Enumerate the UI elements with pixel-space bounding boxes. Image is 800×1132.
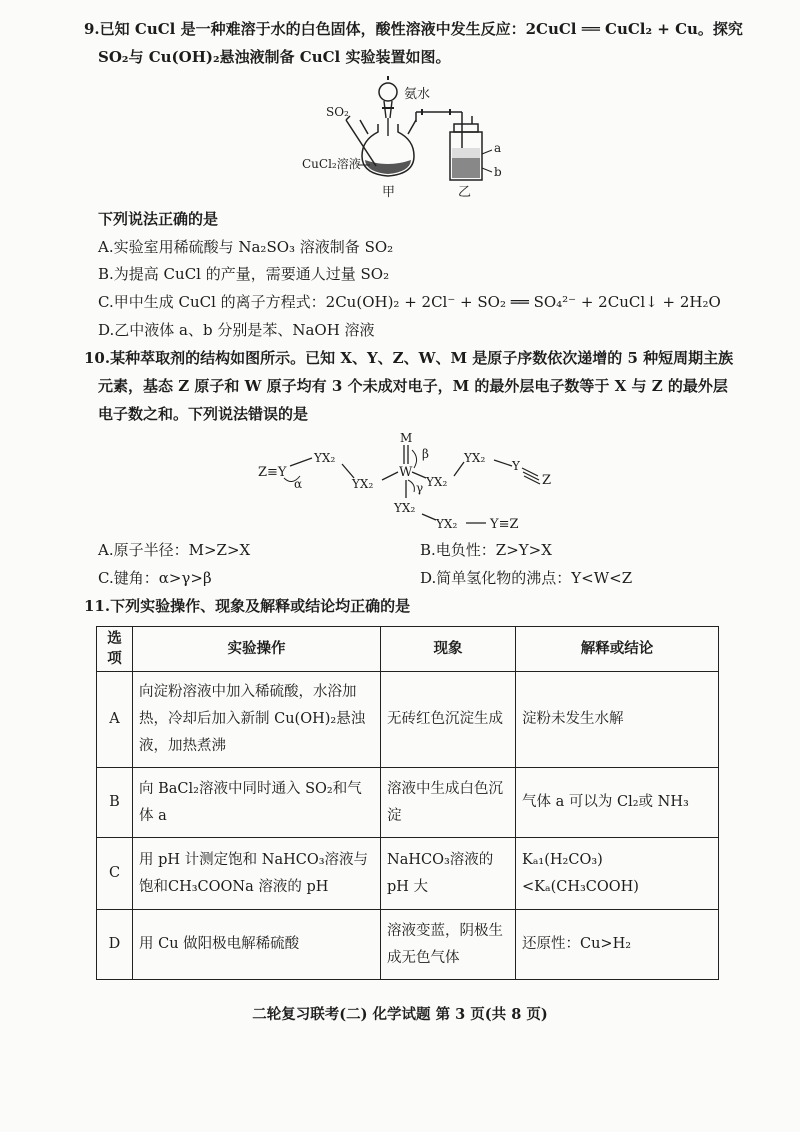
header-operation: 实验操作 (133, 627, 381, 672)
q9-option-d: D.乙中液体 a、b 分别是苯、NaOH 溶液 (98, 321, 375, 339)
struct-yx2-3: YX₂ (426, 475, 448, 489)
q11-stem: 11.下列实验操作、现象及解释或结论均正确的是 (84, 597, 411, 615)
header-option: 选项 (97, 627, 133, 672)
q10-stem-line3: 电子数之和。下列说法错误的是 (98, 405, 309, 423)
struct-m: M (400, 431, 413, 445)
struct-z-right: Z (542, 473, 552, 488)
struct-gamma: γ (416, 481, 424, 495)
header-phenomenon: 现象 (381, 627, 516, 672)
row-operation: 用 pH 计测定饱和 NaHCO₃溶液与饱和CH₃COONa 溶液的 pH (133, 838, 381, 910)
row-phenomenon: 溶液变蓝，阴极生成无色气体 (381, 910, 516, 980)
q9-apparatus-figure (300, 76, 520, 200)
row-phenomenon: NaHCO₃溶液的 pH 大 (381, 838, 516, 910)
label-ammonia: 氨水 (404, 87, 431, 102)
q10-structure-figure (250, 428, 570, 534)
struct-yx2-1: YX₂ (314, 451, 336, 465)
table-row (97, 838, 719, 910)
row-option: D (97, 910, 133, 980)
q10-stem-line2: 元素，基态 Z 原子和 W 原子均有 3 个未成对电子，M 的最外层电子数等于 X 与 Z 的最外层 (98, 377, 728, 395)
row-conclusion: Kₐ₁(H₂CO₃)<Kₐ(CH₃COOH) (516, 838, 719, 910)
label-b: b (494, 165, 502, 179)
struct-yx2-2: YX₂ (352, 477, 374, 491)
q9-option-b: B.为提高 CuCl 的产量，需要通人过量 SO₂ (98, 265, 390, 283)
table-header-row (97, 627, 719, 672)
q9-stem-line1: 9.已知 CuCl 是一种难溶于水的白色固体，酸性溶液中发生反应：2CuCl ══ CuCl₂ + Cu。探究 (84, 20, 743, 38)
row-option: A (97, 672, 133, 768)
q10-option-c: C.键角：α>γ>β (98, 569, 212, 587)
q10-option-d: D.简单氢化物的沸点：Y<W<Z (420, 569, 633, 587)
label-jia: 甲 (382, 185, 396, 200)
label-so2: SO₂ (326, 105, 349, 119)
q10-stem-line1: 10.某种萃取剂的结构如图所示。已知 X、Y、Z、W、M 是原子序数依次递增的 5 种短周期主族 (84, 349, 734, 367)
q9-prompt: 下列说法正确的是 (98, 210, 219, 228)
struct-y-right: Y (512, 459, 520, 473)
struct-z-left: Z≡Y (258, 465, 287, 480)
struct-yx2-4: YX₂ (464, 451, 486, 465)
struct-yx2-6: YX₂ (436, 517, 458, 531)
row-operation: 向淀粉溶液中加入稀硫酸，水浴加热，冷却后加入新制 Cu(OH)₂悬浊液，加热煮沸 (133, 672, 381, 768)
q9-option-a: A.实验室用稀硫酸与 Na₂SO₃ 溶液制备 SO₂ (98, 238, 394, 256)
struct-yx2-5: YX₂ (394, 501, 416, 515)
row-phenomenon: 溶液中生成白色沉淀 (381, 768, 516, 838)
q10-option-b: B.电负性：Z>Y>X (420, 541, 552, 559)
row-phenomenon: 无砖红色沉淀生成 (381, 672, 516, 768)
header-conclusion: 解释或结论 (516, 627, 719, 672)
row-conclusion: 淀粉未发生水解 (516, 672, 719, 768)
row-conclusion: 还原性：Cu>H₂ (516, 910, 719, 980)
struct-alpha: α (294, 477, 303, 491)
label-cucl2: CuCl₂溶液 (302, 157, 361, 171)
q11-experiment-table (96, 626, 719, 980)
row-option: B (97, 768, 133, 838)
struct-beta: β (422, 447, 429, 461)
table-row (97, 910, 719, 980)
row-operation: 向 BaCl₂溶液中同时通入 SO₂和气体 a (133, 768, 381, 838)
page-footer: 二轮复习联考(二) 化学试题 第 3 页(共 8 页) (252, 1006, 548, 1023)
q9-option-c: C.甲中生成 CuCl 的离子方程式：2Cu(OH)₂ + 2Cl⁻ + SO₂ ══ SO₄²⁻ + 2CuCl↓ + 2H₂O (98, 293, 721, 311)
row-option: C (97, 838, 133, 910)
table-row (97, 672, 719, 768)
q9-stem-line2: SO₂与 Cu(OH)₂悬浊液制备 CuCl 实验装置如图。 (98, 48, 451, 66)
q10-option-a: A.原子半径：M>Z>X (98, 541, 251, 559)
struct-yz-bottom: Y≡Z (490, 517, 519, 532)
label-a: a (494, 141, 502, 155)
label-yi: 乙 (458, 185, 472, 200)
row-operation: 用 Cu 做阳极电解稀硫酸 (133, 910, 381, 980)
row-conclusion: 气体 a 可以为 Cl₂或 NH₃ (516, 768, 719, 838)
table-row (97, 768, 719, 838)
struct-w: W (399, 465, 413, 480)
